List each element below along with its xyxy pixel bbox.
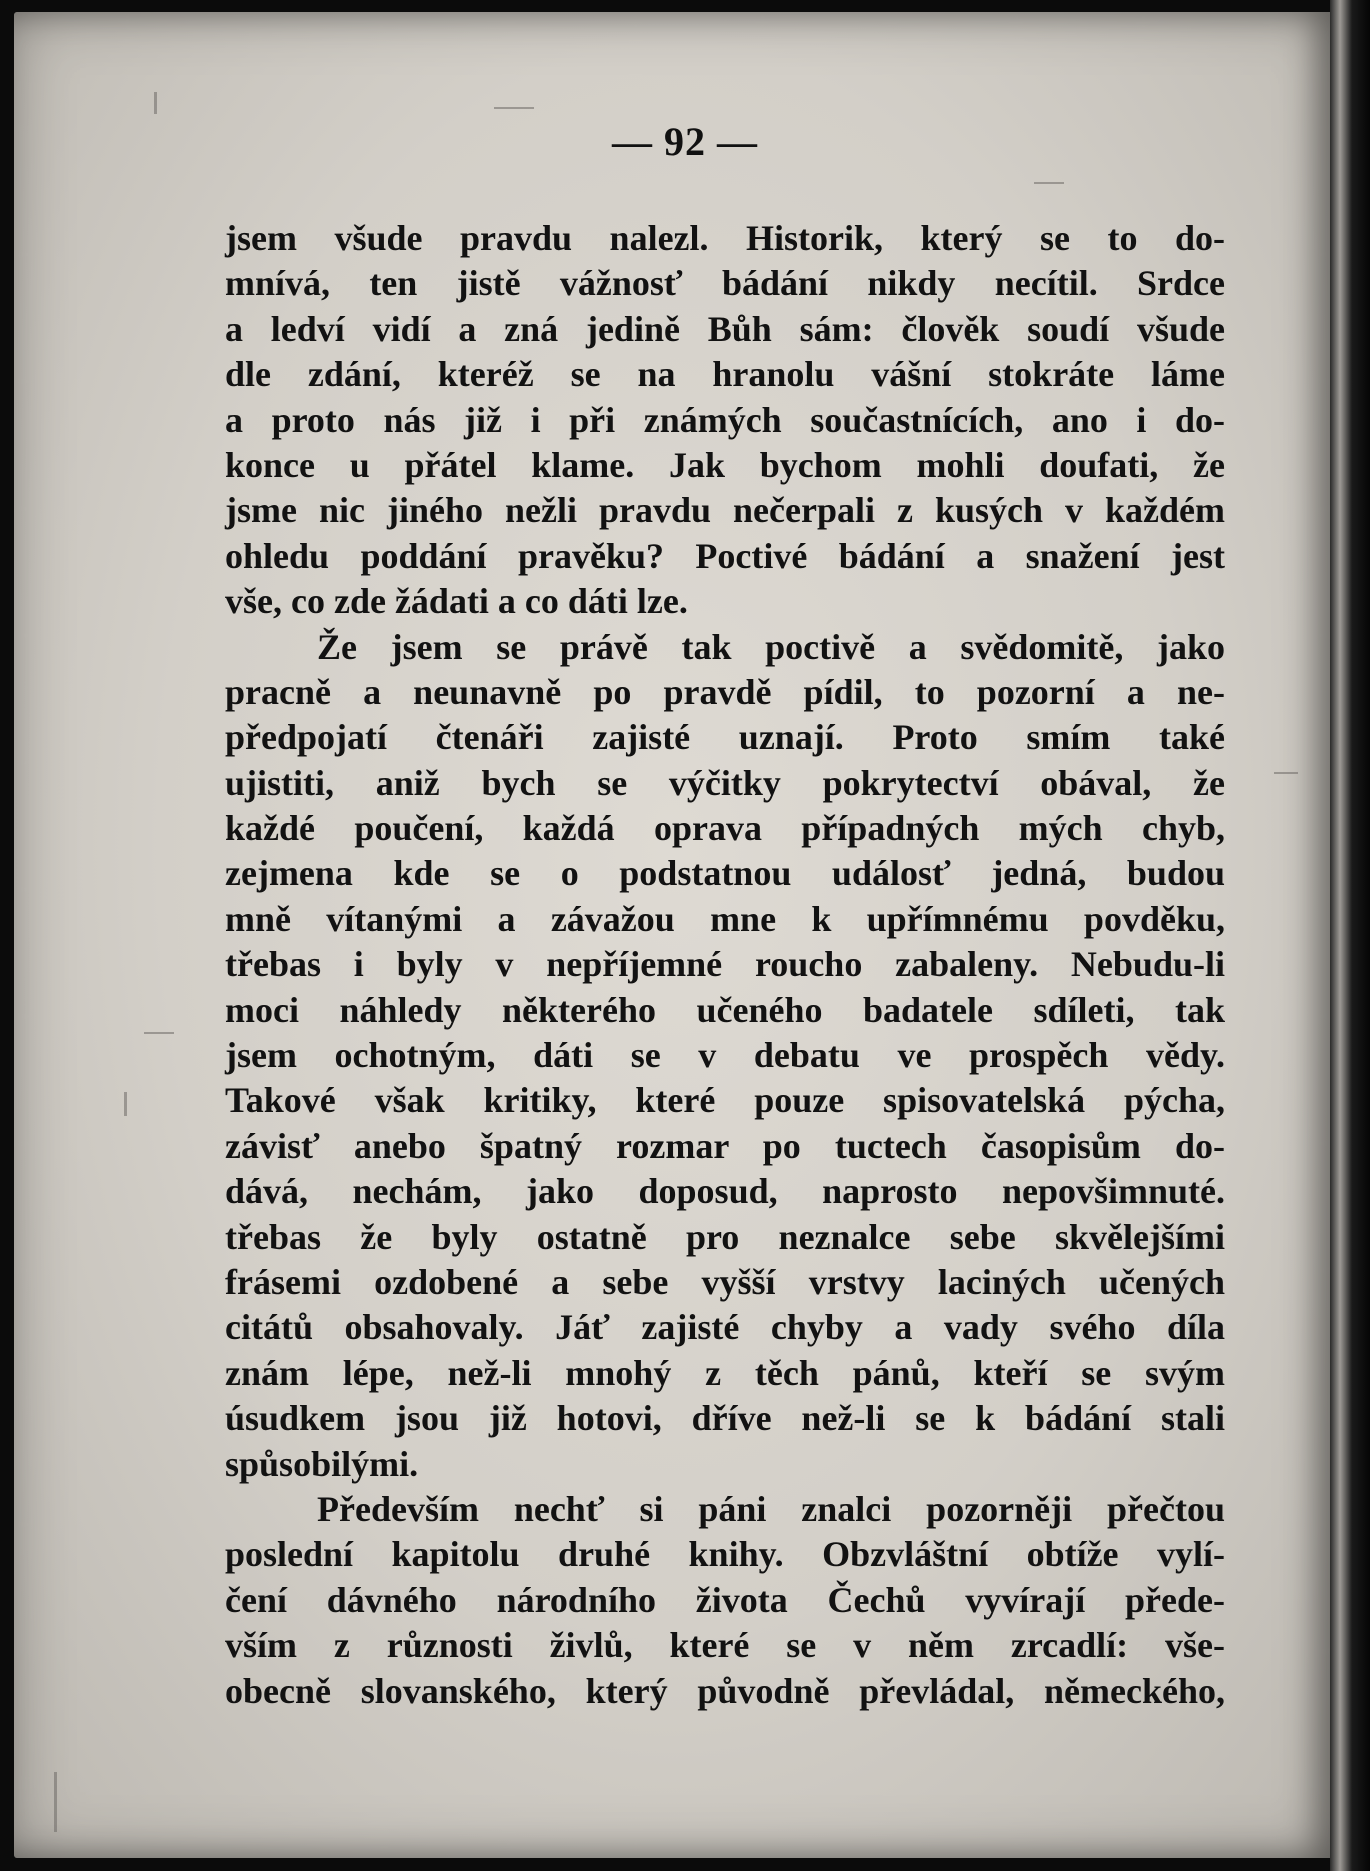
text-line: obecně slovanského, který původně převládal, německého, (225, 1670, 1225, 1711)
text-line: předpojatí čtenáři zajisté uznají. Proto smím také (225, 717, 1225, 758)
text-line: mnívá, ten jistě vážnosť bádání nikdy necítil. Srdce (225, 263, 1225, 304)
text-line: vším z různosti živlů, které se v něm zrcadlí: vše- (225, 1625, 1225, 1666)
text-line: každé poučení, každá oprava případných mých chyb, (225, 808, 1225, 849)
text-line: citátů obsahovaly. Jáť zajisté chyby a vady svého díla (225, 1307, 1225, 1348)
text-line: poslední kapitolu druhé knihy. Obzvláštní obtíže vylí- (225, 1534, 1225, 1575)
dust-speck (1034, 182, 1064, 184)
text-line: zejmena kde se o podstatnou událosť jedná, budou (225, 853, 1225, 894)
text-line: úsudkem jsou již hotovi, dříve než-li se k bádání stali (225, 1398, 1225, 1439)
dust-speck (124, 1092, 127, 1116)
dust-speck (154, 92, 157, 114)
text-line: Především nechť si páni znalci pozorněji přečtou (317, 1488, 1225, 1529)
dust-speck (144, 1032, 174, 1034)
text-line: vše, co zde žádati a co dáti lze. (225, 581, 688, 622)
page-number: — 92 — (612, 119, 758, 164)
text-line: třebas že byly ostatně pro neznalce sebe skvělejšími (225, 1216, 1225, 1257)
text-line: a ledví vidí a zná jedině Bůh sám: člověk soudí všude (225, 308, 1225, 349)
text-line: jsem ochotným, dáti se v debatu ve prospěch vědy. (225, 1035, 1225, 1076)
text-line: ohledu poddání pravěku? Poctivé bádání a snažení jest (225, 535, 1225, 576)
text-line: třebas i byly v nepříjemné roucho zabaleny. Nebudu-li (225, 944, 1225, 985)
text-line: pracně a neunavně po pravdě pídil, to pozorní a ne- (225, 671, 1225, 712)
text-line: konce u přátel klame. Jak bychom mohli doufati, že (225, 444, 1225, 485)
text-line: čení dávného národního života Čechů vyvírají přede- (225, 1579, 1225, 1620)
text-line: a proto nás již i při známých součastnících, ano i do- (225, 399, 1225, 440)
text-line: dává, nechám, jako doposud, naprosto nepovšimnuté. (225, 1171, 1225, 1212)
text-line: spůsobilými. (225, 1443, 419, 1484)
dust-speck (54, 1772, 57, 1832)
text-line: znám lépe, než-li mnohý z těch pánů, kteří se svým (225, 1352, 1225, 1393)
page-edge-shadow (1330, 0, 1370, 1871)
text-line: jsem všude pravdu nalezl. Historik, který se to do- (225, 218, 1225, 258)
text-line: Takové však kritiky, které pouze spisovatelská pýcha, (225, 1080, 1225, 1121)
text-line: mně vítanými a závažou mne k upřímnému povděku, (225, 898, 1225, 939)
text-line: dle zdání, kteréž se na hranolu vášní stokráte láme (225, 354, 1225, 395)
dust-speck (494, 107, 534, 109)
text-line: ujistiti, aniž bych se výčitky pokrytectví obával, že (225, 762, 1225, 803)
text-line: jsme nic jiného nežli pravdu nečerpali z kusých v každém (225, 490, 1225, 531)
text-line: frásemi ozdobené a sebe vyšší vrstvy laciných učených (225, 1261, 1225, 1302)
dust-speck (1274, 772, 1298, 774)
text-line: moci náhledy některého učeného badatele sdíleti, tak (225, 989, 1225, 1030)
body-text (225, 216, 1225, 1714)
text-line: závisť anebo špatný rozmar po tuctech časopisům do- (225, 1125, 1225, 1166)
text-line: Že jsem se právě tak poctivě a svědomitě, jako (317, 626, 1225, 667)
